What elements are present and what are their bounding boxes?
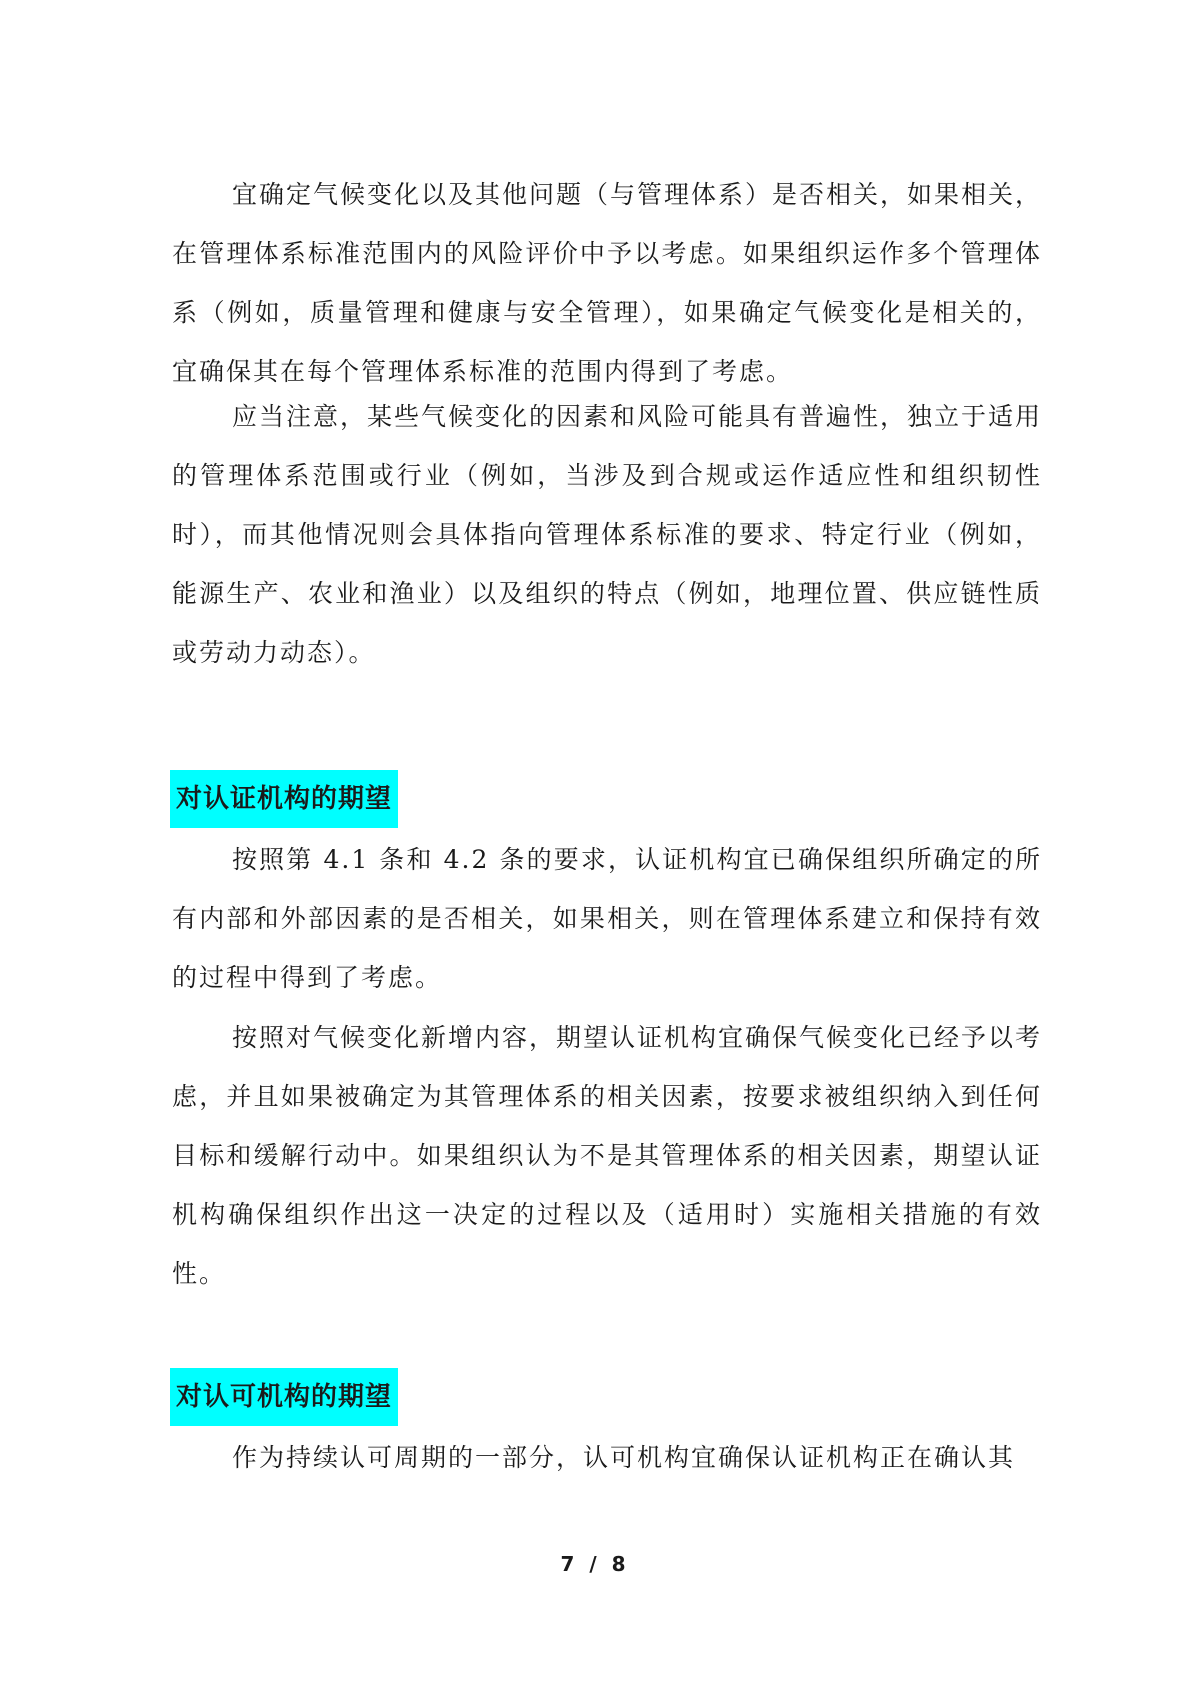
heading-certification-body-expectations: 对认证机构的期望 — [170, 770, 398, 828]
paragraph-cb-requirements: 按照第 4.1 条和 4.2 条的要求，认证机构宜已确保组织所确定的所有内部和外部因素的是否相关，如果相关，则在管理体系建立和保持有效的过程中得到了考虑。 — [172, 845, 1042, 992]
paragraph-cb-climate-addition: 按照对气候变化新增内容，期望认证机构宜确保气候变化已经予以考虑，并且如果被确定为其管理体系的相关因素，按要求被组织纳入到任何目标和缓解行动中。如果组织认为不是其管理体系的相关因素，期望认证机构确保组织作出这一决定的过程以及（适用时）实施相关措施的有效性。 — [172, 1023, 1043, 1288]
page-number: 7 / 8 — [560, 1552, 630, 1576]
paragraph-ab-cycle: 作为持续认可周期的一部分，认可机构宜确保认证机构正在确认其 — [232, 1443, 1016, 1472]
paragraph-climate-relevance: 宜确定气候变化以及其他问题（与管理体系）是否相关，如果相关，在管理体系标准范围内的风险评价中予以考虑。如果组织运作多个管理体系（例如，质量管理和健康与安全管理），如果确定气候变化是相关的，宜确保其在每个管理体系标准的范围内得到了考虑。 — [172, 180, 1043, 386]
heading-accreditation-body-expectations: 对认可机构的期望 — [170, 1368, 398, 1426]
paragraph-climate-universality: 应当注意，某些气候变化的因素和风险可能具有普遍性，独立于适用的管理体系范围或行业（例如，当涉及到合规或运作适应性和组织韧性时），而其他情况则会具体指向管理体系标准的要求、特定行业（例如，能源生产、农业和渔业）以及组织的特点（例如，地理位置、供应链性质或劳动力动态）。 — [172, 402, 1043, 667]
